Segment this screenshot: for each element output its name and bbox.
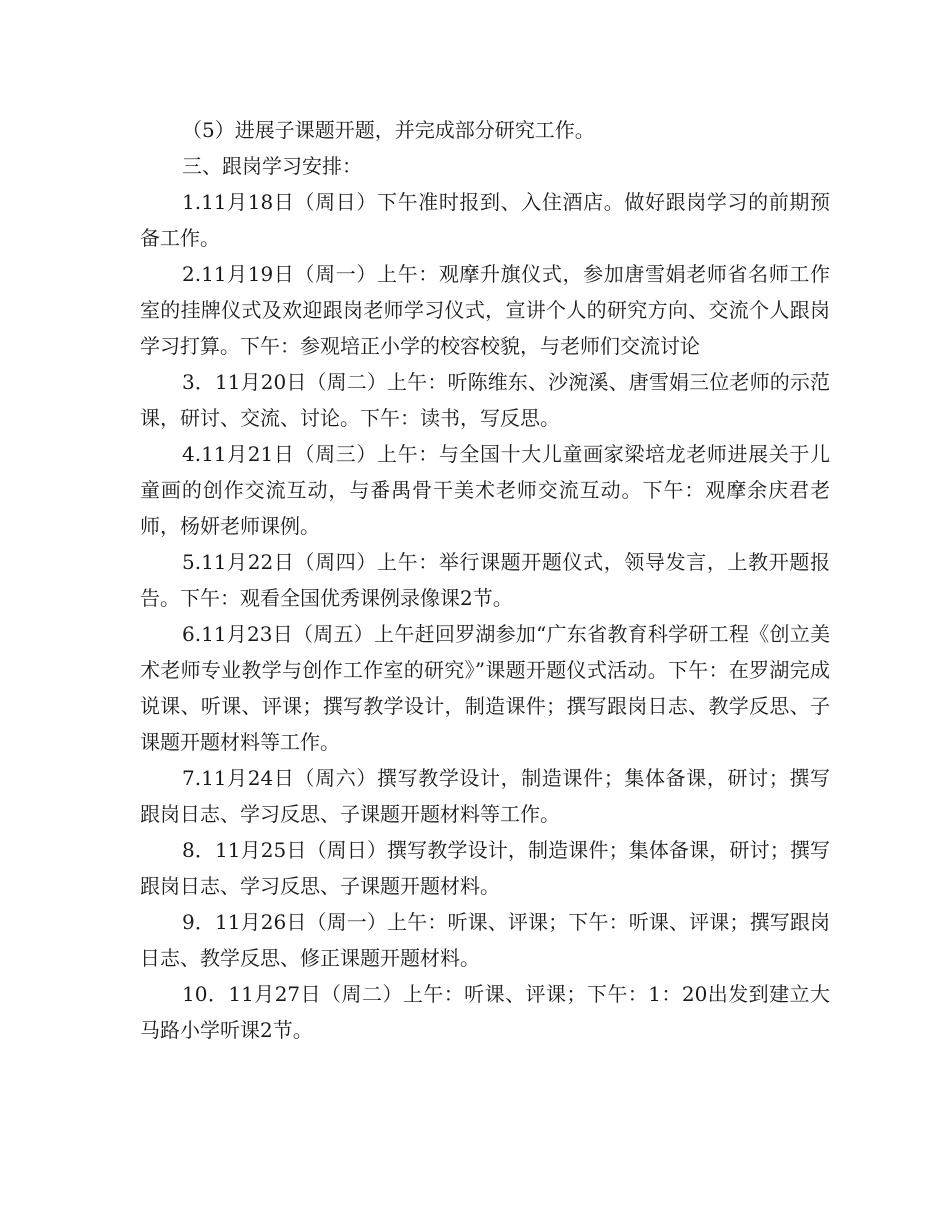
schedule-item-7: 7.11月24日（周六）撰写教学设计，制造课件；集体备课，研讨；撰写跟岗日志、学习反思、子课题开题材料等工作。 xyxy=(140,766,830,826)
schedule-item-8: 8．11月25日（周日）撰写教学设计，制造课件；集体备课，研讨；撰写跟岗日志、学习反思、子课题开题材料。 xyxy=(140,838,830,898)
schedule-item-2: 2.11月19日（周一）上午：观摩升旗仪式，参加唐雪娟老师省名师工作室的挂牌仪式及欢迎跟岗老师学习仪式，宣讲个人的研究方向、交流个人跟岗学习打算。下午：参观培正小学的校容校貌，与老师们交流讨论 xyxy=(140,262,830,358)
schedule-item-5: 5.11月22日（周四）上午：举行课题开题仪式，领导发言，上教开题报告。下午：观看全国优秀课例录像课2节。 xyxy=(140,550,830,610)
document-page xyxy=(140,112,830,1048)
schedule-item-10: 10．11月27日（周二）上午：听课、评课；下午：1：20出发到建立大马路小学听课2节。 xyxy=(140,982,830,1042)
section-heading-schedule: 三、跟岗学习安排： xyxy=(182,154,362,178)
schedule-item-1: 1.11月18日（周日）下午准时报到、入住酒店。做好跟岗学习的前期预备工作。 xyxy=(140,190,830,250)
schedule-item-3: 3．11月20日（周二）上午：听陈维东、沙涴溪、唐雪娟三位老师的示范课，研讨、交流、讨论。下午：读书，写反思。 xyxy=(140,370,830,430)
schedule-item-4: 4.11月21日（周三）上午：与全国十大儿童画家梁培龙老师进展关于儿童画的创作交流互动，与番禺骨干美术老师交流互动。下午：观摩余庆君老师，杨妍老师课例。 xyxy=(140,442,830,538)
schedule-item-6: 6.11月23日（周五）上午赶回罗湖参加“广东省教育科学研工程《创立美术老师专业教学与创作工作室的研究》”课题开题仪式活动。下午：在罗湖完成说课、听课、评课；撰写教学设计，制造课件；撰写跟岗日志、教学反思、子课题开题材料等工作。 xyxy=(140,622,830,754)
paragraph-research-progress: （5）进展子课题开题，并完成部分研究工作。 xyxy=(182,118,595,142)
schedule-item-9: 9．11月26日（周一）上午：听课、评课；下午：听课、评课；撰写跟岗日志、教学反思、修正课题开题材料。 xyxy=(140,910,830,970)
